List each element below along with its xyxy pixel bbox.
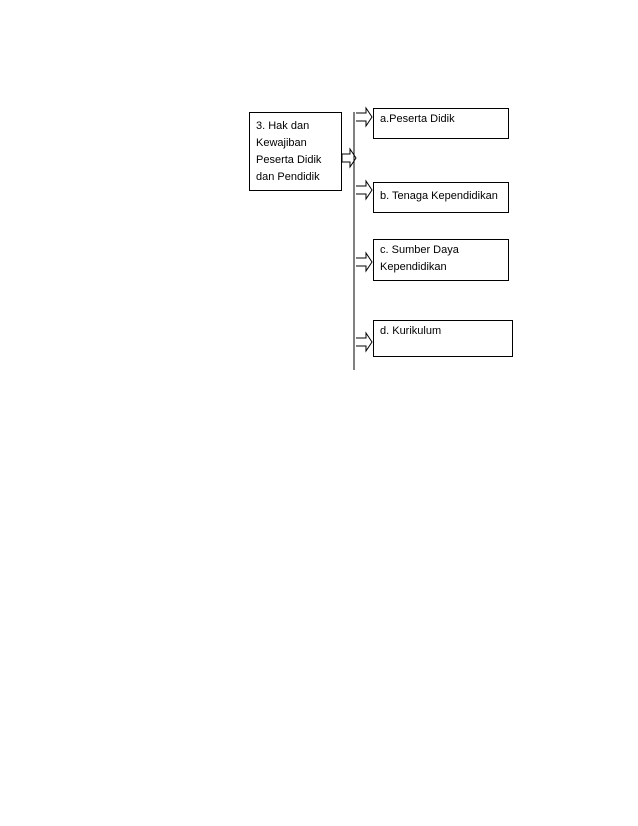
child-box-sumber-daya: c. Sumber Daya Kependidikan <box>373 239 509 281</box>
child-box-tenaga-kependidikan: b. Tenaga Kependidikan <box>373 182 509 213</box>
root-box: 3. Hak dan Kewajiban Peserta Didik dan Pendidik <box>249 112 342 191</box>
child-arrow-icon <box>356 253 372 271</box>
child-arrow-icon <box>356 108 372 126</box>
child-box-kurikulum: d. Kurikulum <box>373 320 513 357</box>
child-arrow-icon <box>356 181 372 199</box>
child-box-peserta-didik: a.Peserta Didik <box>373 108 509 139</box>
child-arrow-icon <box>356 333 372 351</box>
